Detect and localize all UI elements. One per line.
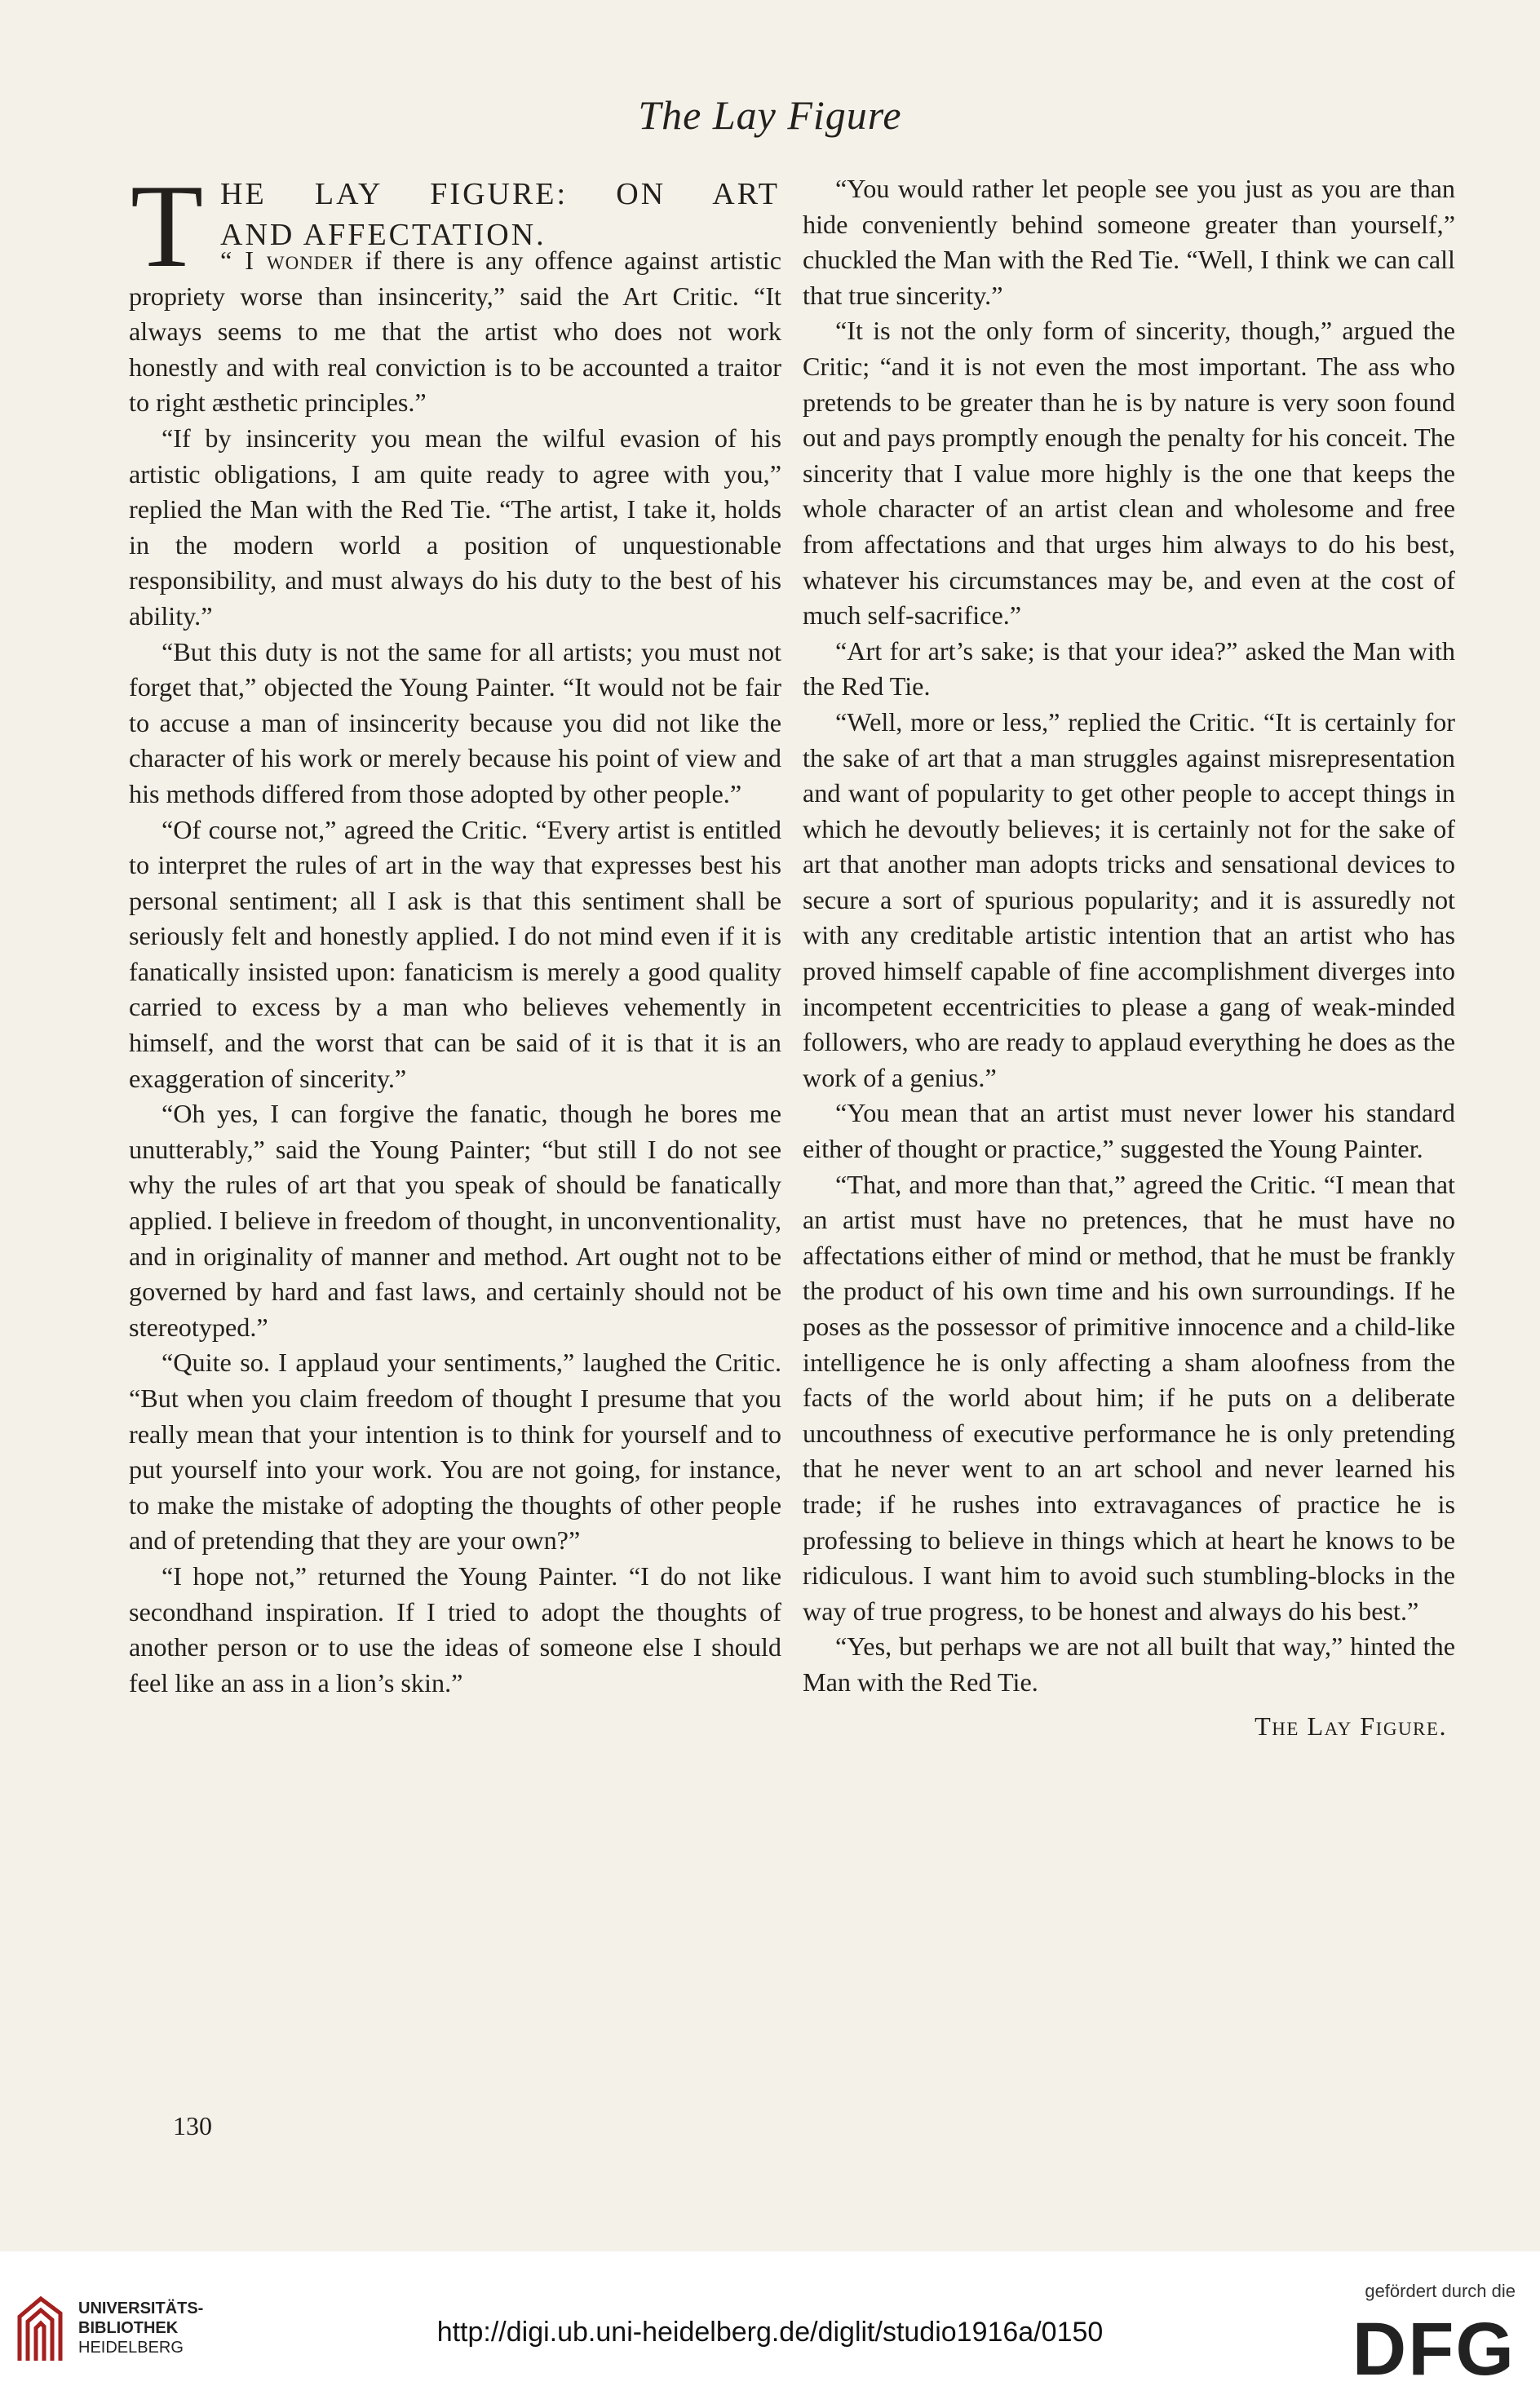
paragraph: “Oh yes, I can forgive the fanatic, though he bores me unutterably,” said the Young Painter; “but still I do not see why the rules of art that you speak of should be fanatically applied. I believe in freedom of thought, in unconventionality, and in originality of manner and method. Art ought not to be governed by hard and fast laws, and certainly should not be stereotyped.”	[129, 1099, 781, 1342]
funded-by-label: gefördert durch die	[1365, 2281, 1516, 2301]
drop-cap: T	[131, 160, 204, 292]
paragraph: “That, and more than that,” agreed the Critic. “I mean that an artist must have no pretences, that he must have no affectations either of mind or method, that he must be frankly the product of his own time and his own surroundings. If he poses as the possessor of primitive innocence and a child-like intelligence he is only affecting a sham aloofness from the facts of the world about him; if he puts on a deliberate uncouthness of executive performance he is only pretending that he never went to an art school and never learned his trade; if he rushes into extravagances of practice he is professing to believe in things which at heart he knows to be ridiculous. I want him to avoid such stumbling-blocks in the way of true progress, to be honest and always do his best.”	[803, 1169, 1455, 1626]
paragraph: “Art for art’s sake; is that your idea?” asked the Man with the Red Tie.	[803, 635, 1455, 702]
article-title	[129, 160, 781, 292]
paragraph: “Yes, but perhaps we are not all built that way,” hinted the Man with the Red Tie.	[803, 1631, 1455, 1697]
library-line-2: BIBLIOTHEK	[78, 2319, 179, 2337]
permalink[interactable]: http://digi.ub.uni-heidelberg.de/diglit/studio1916a/0150	[436, 2317, 1104, 2348]
paragraph: “You would rather let people see you just as you are than hide conveniently behind someone greater than yourself,” chuckled the Man with the Red Tie. “Well, I think we can call that true sincerity.”	[803, 174, 1455, 310]
signature: The Lay Figure.	[1255, 1711, 1447, 1741]
paragraph: “I hope not,” returned the Young Painter. “I do not like secondhand inspiration. If I tried to adopt the thoughts of another person or to use the ideas of someone else I should feel like an ass in a lion’s skin.”	[129, 1560, 781, 1698]
right-column	[803, 171, 1455, 1744]
page-number: 130	[173, 2111, 212, 2140]
digitization-footer	[0, 2251, 1540, 2408]
left-column	[129, 160, 781, 1701]
library-line-1: UNIVERSITÄTS-	[78, 2300, 204, 2317]
lede-smallcaps: “ I wonder	[220, 246, 354, 275]
paragraph: “It is not the only form of sincerity, though,” argued the Critic; “and it is not even the most important. The ass who pretends to be greater than he is by nature is very soon found out and pays promptly enough the penalty for his conceit. The sincerity that I value more highly is the one that keeps the whole character of an artist clean and wholesome and free from affectations and that urges him always to do his best, whatever his circumstances may be, and even at the cost of much self-sacrifice.”	[803, 316, 1455, 631]
running-head: The Lay Figure	[638, 92, 902, 138]
paragraph: “Quite so. I applaud your sentiments,” laughed the Critic. “But when you claim freedom of thought I presume that you really mean that your intention is to think for yourself and to put yourself into your work. You are not going, for instance, to make the mistake of adopting the thoughts of other people and of pretending that they are your own?”	[129, 1348, 781, 1556]
library-line-3: HEIDELBERG	[78, 2339, 184, 2357]
paragraph: “Of course not,” agreed the Critic. “Every artist is entitled to interpret the rules of art in the way that expresses best his personal sentiment; all I ask is that this sentiment shall be seriously felt and honestly applied. I do not mind even if it is fanatically insisted upon: fanaticism is merely a good quality carried to excess by a man who believes vehemently in himself, and the worst that can be said of it is that it is an exaggeration of sincerity.”	[129, 814, 781, 1093]
dfg-logo: DFG	[1352, 2308, 1516, 2391]
paragraph: “If by insincerity you mean the wilful evasion of his artistic obligations, I am quite ready to agree with you,” replied the Man with the Red Tie. “The artist, I take it, holds in the modern world a position of unquestionable responsibility, and must always do his duty to the best of his ability.”	[129, 423, 781, 631]
title-line-1: HE LAY FIGURE: ON ART	[220, 177, 780, 211]
paragraph: “But this duty is not the same for all artists; you must not forget that,” objected the Young Painter. “It would not be fair to accuse a man of insincerity because you did not like the character of his work or merely because his point of view and his methods differed from those adopted by other people.”	[129, 636, 781, 808]
paragraph: “You mean that an artist must never lower his standard either of thought or practice,” suggested the Young Painter.	[803, 1098, 1455, 1164]
lede-text: if there is any offence against artistic propriety worse than insincerity,” said the Art Critic. “It always seems to me that the artist who does not work honestly and with real conviction is to be accounted a traitor to right æsthetic principles.”	[129, 246, 781, 418]
paragraph: “Well, more or less,” replied the Critic. “It is certainly for the sake of art that a man struggles against misrepresentation and want of popularity to get other people to accept things in which he devoutly believes; it is certainly not for the sake of art that another man adopts tricks and sensational devices to secure a sort of spurious popularity; and it is assuredly not with any creditable artistic intention that an artist who has proved himself capable of fine accomplishment diverges into incompetent eccentricities to please a gang of weak-minded followers, who are ready to applaud everything he does as the work of a genius.”	[803, 706, 1455, 1092]
title-line-2: AND AFFECTATION.	[220, 218, 547, 252]
